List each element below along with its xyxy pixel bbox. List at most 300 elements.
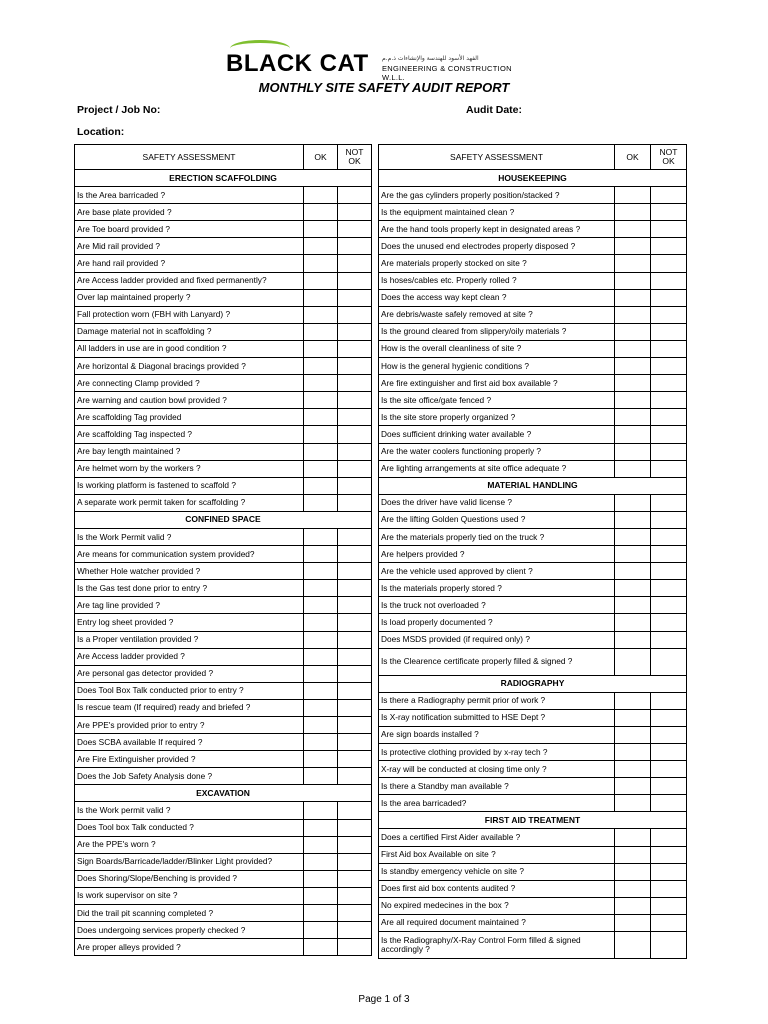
checklist-row: [379, 323, 687, 340]
assessment-item: Whether Hole watcher provided ?: [75, 563, 304, 580]
assessment-item: Are base plate provided ?: [75, 204, 304, 221]
ok-checkbox-cell[interactable]: [615, 426, 651, 443]
assessment-item: Are fire extinguisher and first aid box available ?: [379, 375, 615, 392]
checklist-row: [75, 614, 372, 631]
header-not-ok: NOT OK: [651, 145, 687, 170]
assessment-item: Does the Job Safety Analysis done ?: [75, 768, 304, 785]
checklist-row: [379, 187, 687, 204]
ok-checkbox-cell[interactable]: [304, 597, 338, 614]
not-ok-checkbox-cell[interactable]: [338, 477, 372, 494]
header-ok: OK: [304, 145, 338, 170]
ok-checkbox-cell[interactable]: [304, 905, 338, 922]
assessment-item: Are lighting arrangements at site office adequate ?: [379, 460, 615, 477]
header-row: [75, 145, 372, 170]
ok-checkbox-cell[interactable]: [615, 221, 651, 238]
checklist-row: [75, 836, 372, 853]
ok-checkbox-cell[interactable]: [304, 563, 338, 580]
ok-checkbox-cell[interactable]: [304, 528, 338, 545]
assessment-item: Are personal gas detector provided ?: [75, 665, 304, 682]
assessment-item: Is the ground cleared from slippery/oily materials ?: [379, 323, 615, 340]
not-ok-checkbox-cell[interactable]: [338, 426, 372, 443]
not-ok-checkbox-cell[interactable]: [651, 932, 687, 959]
ok-checkbox-cell[interactable]: [615, 897, 651, 914]
ok-checkbox-cell[interactable]: [304, 477, 338, 494]
checklist-row: [379, 897, 687, 914]
checklist-row: [379, 846, 687, 863]
left-checklist-table: [74, 144, 372, 956]
not-ok-checkbox-cell[interactable]: [651, 846, 687, 863]
not-ok-checkbox-cell[interactable]: [651, 580, 687, 597]
not-ok-checkbox-cell[interactable]: [651, 221, 687, 238]
not-ok-checkbox-cell[interactable]: [651, 289, 687, 306]
ok-checkbox-cell[interactable]: [304, 546, 338, 563]
assessment-item: Is work supervisor on site ?: [75, 887, 304, 904]
not-ok-checkbox-cell[interactable]: [338, 768, 372, 785]
ok-checkbox-cell[interactable]: [615, 744, 651, 761]
not-ok-checkbox-cell[interactable]: [338, 734, 372, 751]
ok-checkbox-cell[interactable]: [304, 221, 338, 238]
not-ok-checkbox-cell[interactable]: [651, 255, 687, 272]
not-ok-checkbox-cell[interactable]: [338, 870, 372, 887]
ok-checkbox-cell[interactable]: [615, 563, 651, 580]
checklist-row: [379, 761, 687, 778]
ok-checkbox-cell[interactable]: [304, 409, 338, 426]
not-ok-checkbox-cell[interactable]: [338, 392, 372, 409]
not-ok-checkbox-cell[interactable]: [338, 751, 372, 768]
not-ok-checkbox-cell[interactable]: [651, 187, 687, 204]
not-ok-checkbox-cell[interactable]: [338, 358, 372, 375]
ok-checkbox-cell[interactable]: [615, 631, 651, 648]
ok-checkbox-cell[interactable]: [615, 692, 651, 709]
not-ok-checkbox-cell[interactable]: [651, 880, 687, 897]
assessment-item: Are hand rail provided ?: [75, 255, 304, 272]
not-ok-checkbox-cell[interactable]: [651, 744, 687, 761]
ok-checkbox-cell[interactable]: [304, 204, 338, 221]
ok-checkbox-cell[interactable]: [615, 914, 651, 931]
ok-checkbox-cell[interactable]: [615, 460, 651, 477]
assessment-item: Are Access ladder provided ?: [75, 648, 304, 665]
ok-checkbox-cell[interactable]: [615, 880, 651, 897]
not-ok-checkbox-cell[interactable]: [651, 426, 687, 443]
not-ok-checkbox-cell[interactable]: [338, 528, 372, 545]
ok-checkbox-cell[interactable]: [304, 272, 338, 289]
ok-checkbox-cell[interactable]: [304, 358, 338, 375]
ok-checkbox-cell[interactable]: [304, 580, 338, 597]
checklist-row: [379, 546, 687, 563]
not-ok-checkbox-cell[interactable]: [338, 648, 372, 665]
checklist-row: [379, 880, 687, 897]
not-ok-checkbox-cell[interactable]: [651, 358, 687, 375]
ok-checkbox-cell[interactable]: [304, 717, 338, 734]
not-ok-checkbox-cell[interactable]: [338, 939, 372, 956]
checklist-row: [379, 443, 687, 460]
not-ok-checkbox-cell[interactable]: [651, 692, 687, 709]
assessment-item: How is the overall cleanliness of site ?: [379, 340, 615, 357]
assessment-item: Does MSDS provided (if required only) ?: [379, 631, 615, 648]
not-ok-checkbox-cell[interactable]: [338, 409, 372, 426]
logo-arabic: الفهد الأسود للهندسة والإنشاءات ذ.م.م: [382, 55, 479, 62]
checklist-row: [379, 358, 687, 375]
ok-checkbox-cell[interactable]: [304, 853, 338, 870]
ok-checkbox-cell[interactable]: [304, 665, 338, 682]
assessment-item: Are the hand tools properly kept in designated areas ?: [379, 221, 615, 238]
assessment-item: Entry log sheet provided ?: [75, 614, 304, 631]
assessment-item: Is there a Standby man available ?: [379, 778, 615, 795]
ok-checkbox-cell[interactable]: [615, 846, 651, 863]
ok-checkbox-cell[interactable]: [615, 614, 651, 631]
assessment-item: Does the driver have valid license ?: [379, 494, 615, 511]
ok-checkbox-cell[interactable]: [304, 751, 338, 768]
ok-checkbox-cell[interactable]: [615, 709, 651, 726]
ok-checkbox-cell[interactable]: [304, 768, 338, 785]
not-ok-checkbox-cell[interactable]: [338, 255, 372, 272]
checklist-row: [379, 563, 687, 580]
assessment-item: Are scaffolding Tag inspected ?: [75, 426, 304, 443]
ok-checkbox-cell[interactable]: [615, 443, 651, 460]
assessment-item: Is the site office/gate fenced ?: [379, 392, 615, 409]
section-row: [379, 675, 687, 692]
assessment-item: Are connecting Clamp provided ?: [75, 375, 304, 392]
assessment-item: Does sufficient drinking water available ?: [379, 426, 615, 443]
assessment-item: Are the gas cylinders properly position/stacked ?: [379, 187, 615, 204]
ok-checkbox-cell[interactable]: [615, 726, 651, 743]
page-footer: Page 1 of 3: [358, 994, 410, 1005]
checklist-row: [75, 905, 372, 922]
assessment-item: Are Access ladder provided and fixed permanently?: [75, 272, 304, 289]
not-ok-checkbox-cell[interactable]: [338, 853, 372, 870]
ok-checkbox-cell[interactable]: [304, 887, 338, 904]
header-assessment: SAFETY ASSESSMENT: [379, 145, 615, 170]
checklist-row: [75, 734, 372, 751]
checklist-row: [379, 580, 687, 597]
ok-checkbox-cell[interactable]: [615, 289, 651, 306]
not-ok-checkbox-cell[interactable]: [651, 409, 687, 426]
assessment-item: Does undergoing services properly checked ?: [75, 922, 304, 939]
ok-checkbox-cell[interactable]: [304, 494, 338, 511]
not-ok-checkbox-cell[interactable]: [338, 340, 372, 357]
not-ok-checkbox-cell[interactable]: [651, 375, 687, 392]
checklist-row: [379, 238, 687, 255]
ok-checkbox-cell[interactable]: [615, 238, 651, 255]
not-ok-checkbox-cell[interactable]: [338, 887, 372, 904]
not-ok-checkbox-cell[interactable]: [338, 665, 372, 682]
ok-checkbox-cell[interactable]: [615, 272, 651, 289]
checklist-row: [75, 717, 372, 734]
ok-checkbox-cell[interactable]: [615, 392, 651, 409]
not-ok-checkbox-cell[interactable]: [338, 819, 372, 836]
checklist-row: [379, 648, 687, 675]
ok-checkbox-cell[interactable]: [304, 238, 338, 255]
not-ok-checkbox-cell[interactable]: [338, 443, 372, 460]
checklist-row: [75, 546, 372, 563]
assessment-item: Are means for communication system provided?: [75, 546, 304, 563]
assessment-item: Is there a Radiography permit prior of work ?: [379, 692, 615, 709]
checklist-row: [379, 409, 687, 426]
checklist-row: [75, 289, 372, 306]
ok-checkbox-cell[interactable]: [304, 340, 338, 357]
ok-checkbox-cell[interactable]: [304, 323, 338, 340]
not-ok-checkbox-cell[interactable]: [338, 272, 372, 289]
checklist-row: [75, 272, 372, 289]
ok-checkbox-cell[interactable]: [615, 409, 651, 426]
checklist-row: [379, 528, 687, 545]
assessment-item: Does Shoring/Slope/Benching is provided ?: [75, 870, 304, 887]
checklist-row: [379, 511, 687, 528]
assessment-item: Are the materials properly tied on the truck ?: [379, 528, 615, 545]
ok-checkbox-cell[interactable]: [304, 631, 338, 648]
not-ok-checkbox-cell[interactable]: [338, 563, 372, 580]
section-title: EXCAVATION: [75, 785, 372, 802]
assessment-item: Does a certified First Aider available ?: [379, 829, 615, 846]
assessment-item: Are bay length maintained ?: [75, 443, 304, 460]
not-ok-checkbox-cell[interactable]: [651, 272, 687, 289]
assessment-item: Is the equipment maintained clean ?: [379, 204, 615, 221]
not-ok-checkbox-cell[interactable]: [651, 460, 687, 477]
assessment-item: Are sign boards installed ?: [379, 726, 615, 743]
assessment-item: A separate work permit taken for scaffolding ?: [75, 494, 304, 511]
assessment-item: Does SCBA available If required ?: [75, 734, 304, 751]
not-ok-checkbox-cell[interactable]: [651, 563, 687, 580]
ok-checkbox-cell[interactable]: [304, 802, 338, 819]
assessment-item: Over lap maintained properly ?: [75, 289, 304, 306]
assessment-item: Is the Radiography/X-Ray Control Form filled & signed accordingly ?: [379, 932, 615, 959]
ok-checkbox-cell[interactable]: [304, 682, 338, 699]
checklist-row: [75, 648, 372, 665]
not-ok-checkbox-cell[interactable]: [651, 323, 687, 340]
not-ok-checkbox-cell[interactable]: [651, 392, 687, 409]
assessment-item: X-ray will be conducted at closing time only ?: [379, 761, 615, 778]
assessment-item: Are proper alleys provided ?: [75, 939, 304, 956]
checklist-row: [75, 323, 372, 340]
ok-checkbox-cell[interactable]: [615, 546, 651, 563]
assessment-item: Is the Work Permit valid ?: [75, 528, 304, 545]
ok-checkbox-cell[interactable]: [304, 460, 338, 477]
checklist-row: [379, 494, 687, 511]
not-ok-checkbox-cell[interactable]: [651, 726, 687, 743]
ok-checkbox-cell[interactable]: [615, 306, 651, 323]
not-ok-checkbox-cell[interactable]: [651, 597, 687, 614]
not-ok-checkbox-cell[interactable]: [651, 648, 687, 675]
ok-checkbox-cell[interactable]: [304, 443, 338, 460]
not-ok-checkbox-cell[interactable]: [651, 897, 687, 914]
logo-subtitle: ENGINEERING & CONSTRUCTION W.L.L.: [382, 64, 512, 82]
section-title: FIRST AID TREATMENT: [379, 812, 687, 829]
ok-checkbox-cell[interactable]: [304, 922, 338, 939]
not-ok-checkbox-cell[interactable]: [651, 546, 687, 563]
checklist-row: [75, 477, 372, 494]
checklist-row: [75, 221, 372, 238]
section-title: CONFINED SPACE: [75, 511, 372, 528]
assessment-item: Is X-ray notification submitted to HSE Dept ?: [379, 709, 615, 726]
assessment-item: Are the water coolers functioning properly ?: [379, 443, 615, 460]
not-ok-checkbox-cell[interactable]: [338, 802, 372, 819]
ok-checkbox-cell[interactable]: [615, 648, 651, 675]
ok-checkbox-cell[interactable]: [304, 187, 338, 204]
not-ok-checkbox-cell[interactable]: [338, 922, 372, 939]
assessment-item: Is the truck not overloaded ?: [379, 597, 615, 614]
checklist-row: [75, 238, 372, 255]
section-title: MATERIAL HANDLING: [379, 477, 687, 494]
not-ok-checkbox-cell[interactable]: [651, 306, 687, 323]
assessment-item: Is hoses/cables etc. Properly rolled ?: [379, 272, 615, 289]
checklist-row: [75, 187, 372, 204]
ok-checkbox-cell[interactable]: [615, 187, 651, 204]
not-ok-checkbox-cell[interactable]: [338, 905, 372, 922]
not-ok-checkbox-cell[interactable]: [651, 494, 687, 511]
ok-checkbox-cell[interactable]: [615, 761, 651, 778]
ok-checkbox-cell[interactable]: [304, 734, 338, 751]
not-ok-checkbox-cell[interactable]: [651, 829, 687, 846]
ok-checkbox-cell[interactable]: [615, 932, 651, 959]
ok-checkbox-cell[interactable]: [615, 778, 651, 795]
ok-checkbox-cell[interactable]: [615, 204, 651, 221]
section-row: [75, 511, 372, 528]
checklist-row: [75, 528, 372, 545]
not-ok-checkbox-cell[interactable]: [338, 187, 372, 204]
ok-checkbox-cell[interactable]: [304, 819, 338, 836]
section-row: [379, 477, 687, 494]
assessment-item: Does Tool box Talk conducted ?: [75, 819, 304, 836]
not-ok-checkbox-cell[interactable]: [651, 631, 687, 648]
assessment-item: No expired medecines in the box ?: [379, 897, 615, 914]
checklist-row: [75, 255, 372, 272]
assessment-item: Is the Gas test done prior to entry ?: [75, 580, 304, 597]
ok-checkbox-cell[interactable]: [304, 255, 338, 272]
ok-checkbox-cell[interactable]: [615, 340, 651, 357]
not-ok-checkbox-cell[interactable]: [338, 699, 372, 716]
ok-checkbox-cell[interactable]: [615, 795, 651, 812]
not-ok-checkbox-cell[interactable]: [651, 914, 687, 931]
not-ok-checkbox-cell[interactable]: [651, 340, 687, 357]
ok-checkbox-cell[interactable]: [304, 648, 338, 665]
checklist-row: [75, 751, 372, 768]
checklist-row: [75, 563, 372, 580]
not-ok-checkbox-cell[interactable]: [651, 528, 687, 545]
checklist-row: [379, 597, 687, 614]
ok-checkbox-cell[interactable]: [615, 580, 651, 597]
not-ok-checkbox-cell[interactable]: [338, 614, 372, 631]
ok-checkbox-cell[interactable]: [615, 829, 651, 846]
not-ok-checkbox-cell[interactable]: [651, 761, 687, 778]
assessment-item: Damage material not in scaffolding ?: [75, 323, 304, 340]
assessment-item: Are Toe board provided ?: [75, 221, 304, 238]
ok-checkbox-cell[interactable]: [304, 614, 338, 631]
assessment-item: Are helmet worn by the workers ?: [75, 460, 304, 477]
not-ok-checkbox-cell[interactable]: [338, 631, 372, 648]
ok-checkbox-cell[interactable]: [304, 699, 338, 716]
assessment-item: Are Fire Extinguisher provided ?: [75, 751, 304, 768]
not-ok-checkbox-cell[interactable]: [338, 597, 372, 614]
assessment-item: How is the general hygienic conditions ?: [379, 358, 615, 375]
project-label: Project / Job No:: [77, 104, 161, 116]
checklist-row: [379, 272, 687, 289]
not-ok-checkbox-cell[interactable]: [651, 863, 687, 880]
not-ok-checkbox-cell[interactable]: [338, 204, 372, 221]
ok-checkbox-cell[interactable]: [615, 863, 651, 880]
ok-checkbox-cell[interactable]: [304, 426, 338, 443]
not-ok-checkbox-cell[interactable]: [651, 709, 687, 726]
section-row: [379, 170, 687, 187]
ok-checkbox-cell[interactable]: [304, 870, 338, 887]
not-ok-checkbox-cell[interactable]: [338, 221, 372, 238]
ok-checkbox-cell[interactable]: [615, 494, 651, 511]
not-ok-checkbox-cell[interactable]: [338, 717, 372, 734]
ok-checkbox-cell[interactable]: [615, 255, 651, 272]
checklist-row: [379, 204, 687, 221]
section-title: HOUSEKEEPING: [379, 170, 687, 187]
ok-checkbox-cell[interactable]: [615, 358, 651, 375]
ok-checkbox-cell[interactable]: [304, 375, 338, 392]
not-ok-checkbox-cell[interactable]: [338, 682, 372, 699]
assessment-item: Are debris/waste safely removed at site ?: [379, 306, 615, 323]
not-ok-checkbox-cell[interactable]: [651, 204, 687, 221]
ok-checkbox-cell[interactable]: [304, 289, 338, 306]
audit-date-label: Audit Date:: [466, 104, 522, 116]
not-ok-checkbox-cell[interactable]: [338, 580, 372, 597]
assessment-item: Are warning and caution bowl provided ?: [75, 392, 304, 409]
ok-checkbox-cell[interactable]: [615, 511, 651, 528]
right-checklist-table: [378, 144, 687, 959]
location-label: Location:: [77, 126, 125, 138]
ok-checkbox-cell[interactable]: [304, 306, 338, 323]
not-ok-checkbox-cell[interactable]: [651, 614, 687, 631]
not-ok-checkbox-cell[interactable]: [338, 323, 372, 340]
not-ok-checkbox-cell[interactable]: [651, 795, 687, 812]
assessment-item: Are horizontal & Diagonal bracings provided ?: [75, 358, 304, 375]
not-ok-checkbox-cell[interactable]: [338, 306, 372, 323]
not-ok-checkbox-cell[interactable]: [338, 375, 372, 392]
not-ok-checkbox-cell[interactable]: [651, 238, 687, 255]
not-ok-checkbox-cell[interactable]: [338, 546, 372, 563]
ok-checkbox-cell[interactable]: [304, 392, 338, 409]
section-row: [75, 170, 372, 187]
ok-checkbox-cell[interactable]: [615, 375, 651, 392]
assessment-item: Is rescue team (If required) ready and briefed ?: [75, 699, 304, 716]
assessment-item: Are the PPE's worn ?: [75, 836, 304, 853]
checklist-row: [75, 580, 372, 597]
not-ok-checkbox-cell[interactable]: [651, 443, 687, 460]
assessment-item: All ladders in use are in good condition ?: [75, 340, 304, 357]
checklist-row: [75, 802, 372, 819]
ok-checkbox-cell[interactable]: [615, 323, 651, 340]
ok-checkbox-cell[interactable]: [304, 836, 338, 853]
ok-checkbox-cell[interactable]: [615, 528, 651, 545]
checklist-row: [75, 939, 372, 956]
section-title: ERECTION SCAFFOLDING: [75, 170, 372, 187]
checklist-row: [75, 922, 372, 939]
ok-checkbox-cell[interactable]: [615, 597, 651, 614]
checklist-row: [75, 204, 372, 221]
assessment-item: Is a Proper ventilation provided ?: [75, 631, 304, 648]
checklist-row: [379, 221, 687, 238]
not-ok-checkbox-cell[interactable]: [338, 494, 372, 511]
not-ok-checkbox-cell[interactable]: [338, 836, 372, 853]
not-ok-checkbox-cell[interactable]: [651, 778, 687, 795]
assessment-item: Are the lifting Golden Questions used ?: [379, 511, 615, 528]
assessment-item: Are scaffolding Tag provided: [75, 409, 304, 426]
not-ok-checkbox-cell[interactable]: [338, 238, 372, 255]
assessment-item: Is the Area barricaded ?: [75, 187, 304, 204]
checklist-row: [379, 795, 687, 812]
ok-checkbox-cell[interactable]: [304, 939, 338, 956]
checklist-row: [75, 375, 372, 392]
checklist-row: [75, 768, 372, 785]
not-ok-checkbox-cell[interactable]: [338, 289, 372, 306]
not-ok-checkbox-cell[interactable]: [651, 511, 687, 528]
checklist-row: [75, 306, 372, 323]
not-ok-checkbox-cell[interactable]: [338, 460, 372, 477]
assessment-item: Is load properly documented ?: [379, 614, 615, 631]
